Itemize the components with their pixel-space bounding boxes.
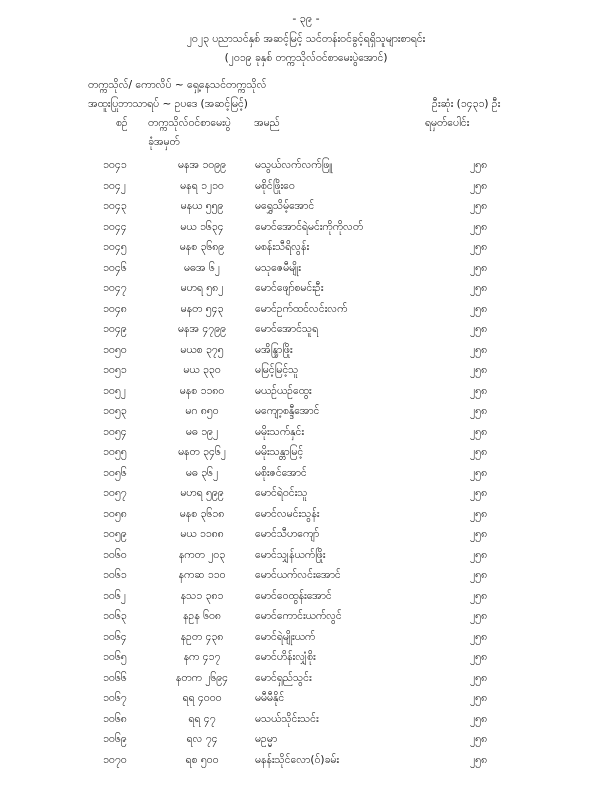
row-number: ၁၀၅၅ <box>103 446 127 458</box>
column-header-exam-id: တက္ကသိုလ်ဝင်စာမေးပွဲ <box>148 117 231 129</box>
table-row <box>0 159 612 180</box>
row-number: ၁၀၄၈ <box>103 302 127 315</box>
exam-id: နဥန ၆၀၈ <box>183 610 221 622</box>
exam-id: မဟရ ၅၈၂ <box>180 282 224 294</box>
exam-id: မဓ ၁၉၂ <box>185 425 219 438</box>
student-name: မဥမ္မာ <box>255 733 278 745</box>
exam-id: နကတ ၂၀၃ <box>178 548 226 561</box>
student-name: မောင်သီဟကျော် <box>255 528 320 540</box>
student-name: မောင်ယက်လင်းအောင် <box>255 569 341 581</box>
exam-id: နတက ၂၆၉၄ <box>175 671 229 684</box>
specialization-line: အထူးပြုဘာသာရပ် ~ ဥပဒေ (အဆင့်မြင့်) <box>88 98 248 110</box>
row-number: ၁၀၆၄ <box>103 630 127 643</box>
table-row <box>0 221 612 242</box>
table-row <box>0 282 612 303</box>
student-name: မောင်ကောင်းယက်လွင် <box>255 610 342 622</box>
table-row <box>0 180 612 201</box>
table-row <box>0 200 612 221</box>
row-number: ၁၀၆၇ <box>103 692 127 704</box>
student-name: မစိုင်ဖြိုးဝေ <box>255 179 295 192</box>
student-name: မမိုးသန္တာမြင့် <box>255 446 304 458</box>
score: ၂၅၈ <box>470 651 488 663</box>
table-row <box>0 672 612 693</box>
row-number: ၁၀၅၇ <box>103 487 127 499</box>
student-name: မောင်လမင်းသွန်း <box>255 507 320 520</box>
student-name: မောင်သျှန်ယက်ဖြိုး <box>255 548 326 561</box>
score: ၂၅၈ <box>470 466 488 479</box>
score: ၂၅၈ <box>470 671 488 684</box>
score: ၂၅၈ <box>470 569 488 581</box>
exam-id: နက ၄၁၇ <box>183 651 221 663</box>
row-number: ၁၀၄၃ <box>103 200 127 212</box>
exam-id: မနစ ၁၁၈၀ <box>179 384 225 397</box>
score: ၂၅၈ <box>470 528 488 540</box>
row-number: ၁၀၄၁ <box>103 159 127 171</box>
student-name: မနန်းသိုင်လော(ဝ်)ခမ်း <box>255 753 340 766</box>
exam-id: မယ ၃၃၀ <box>183 364 221 376</box>
table-row <box>0 467 612 488</box>
score: ၂၅၈ <box>470 507 488 520</box>
student-name: မမီမီနိုင် <box>255 692 285 704</box>
row-number: ၁၀၄၇ <box>103 282 127 294</box>
score: ၂၅၈ <box>470 343 488 356</box>
table-row <box>0 713 612 734</box>
row-number: ၁၀၄၉ <box>103 323 127 335</box>
row-number: ၁၀၄၄ <box>103 220 127 233</box>
score: ၂၅၈ <box>470 179 488 192</box>
exam-id: မယစ ၃၇၅ <box>180 343 224 356</box>
student-name: မောင်အောင်ရဲမင်းကိုကိုလတ် <box>255 220 364 233</box>
table-row <box>0 426 612 447</box>
row-number: ၁၀၅၄ <box>103 425 127 438</box>
exam-id: မဓ ၃၆၂ <box>185 466 219 479</box>
score: ၂၅၈ <box>470 487 488 499</box>
row-number: ၁၀၅၃ <box>103 405 127 417</box>
row-number: ၁၀၅၂ <box>103 384 126 397</box>
row-number: ၁၀၄၆ <box>103 261 127 274</box>
student-name: မအိန္ဒြာဖြိုး <box>255 343 293 356</box>
column-header-exam-id-sub: ခုံအမှတ် <box>148 136 180 148</box>
exam-id: မနတ ၅၄၃ <box>180 302 224 315</box>
row-number: ၁၀၆၀ <box>103 548 127 561</box>
university-line: တက္ကသိုလ်/ ကောလိပ် ~ ရှေ့နေသင်တက္ကသိုလ် <box>88 79 267 91</box>
row-number: ၁၀၇၀ <box>103 753 127 766</box>
exam-id: ရလ ၇၄ <box>186 733 218 745</box>
page-number: - ၃၉ - <box>292 12 320 25</box>
table-row <box>0 590 612 611</box>
student-name: မောင်ရဲဝင်းသူ <box>255 487 308 499</box>
table-row <box>0 631 612 652</box>
student-name: မောင်ရှည်သွင်း <box>255 671 312 684</box>
table-row <box>0 241 612 262</box>
score: ၂၅၈ <box>470 692 488 704</box>
results-table <box>0 159 612 774</box>
table-row <box>0 692 612 713</box>
student-name: မောင်ရဲမျိုးယက် <box>255 630 316 643</box>
table-row <box>0 528 612 549</box>
column-header-no: စဉ် <box>116 117 128 129</box>
student-name: မစန်းသီရိလွန်း <box>255 241 310 253</box>
score: ၂၅၈ <box>470 261 488 274</box>
student-name: မယဉ်ယဉ်ထွေး <box>255 384 312 397</box>
score: ၂၅၈ <box>470 753 488 766</box>
document-title: ၂၀၂၃ ပညာသင်နှစ် အဆင့်မြင့် သင်တန်းဝင်ခွင့်ရရှိသူများစာရင်း <box>186 33 426 45</box>
score: ၂၅၈ <box>470 241 488 253</box>
score: ၂၅၈ <box>470 630 488 643</box>
table-row <box>0 446 612 467</box>
document-subtitle: (၂၀၁၉ ခုနှစ် တက္ကသိုလ်ဝင်စာမေးပွဲအောင်) <box>224 52 388 64</box>
score: ၂၅၈ <box>470 200 488 212</box>
student-name: မမြင့်မြင့်သူ <box>255 364 299 376</box>
exam-id: ရရ ၄၇ <box>188 712 216 725</box>
row-number: ၁၀၅၁ <box>103 364 127 376</box>
score: ၂၅၈ <box>470 425 488 438</box>
exam-id: မယ ၁၁၈၈ <box>180 528 224 540</box>
exam-id: မနတ ၃၄၆၂ <box>178 446 226 458</box>
student-name: မစိုးဇင်အောင် <box>255 466 307 479</box>
table-row <box>0 385 612 406</box>
score: ၂၅၈ <box>470 282 488 294</box>
exam-id: မဟရ ၅၉၉ <box>180 487 224 499</box>
column-header-score: ရမှတ်ပေါင်း <box>425 117 470 129</box>
row-number: ၁၀၆၉ <box>103 733 127 745</box>
table-row <box>0 405 612 426</box>
table-row <box>0 364 612 385</box>
exam-id: မနရ ၁၂၁၀ <box>180 179 224 192</box>
student-name: မကျော့စန္ဒီအောင် <box>255 405 320 417</box>
row-number: ၁၀၅၀ <box>103 343 127 356</box>
score: ၂၅၈ <box>470 302 488 315</box>
table-row <box>0 733 612 754</box>
score: ၂၅၈ <box>470 548 488 561</box>
exam-id: မဓအ ၆၂ <box>184 261 220 274</box>
table-row <box>0 610 612 631</box>
score: ၂၅၈ <box>470 364 488 376</box>
column-header-name: အမည် <box>254 117 280 129</box>
table-row <box>0 487 612 508</box>
score: ၂၅၈ <box>470 384 488 397</box>
student-name: မသယ်သိုင်းသင်း <box>255 712 319 725</box>
exam-id: မနစ ၃၆၁၈ <box>179 507 225 520</box>
table-row <box>0 262 612 283</box>
score: ၂၅၈ <box>470 589 488 602</box>
student-name: မောင်ဥက်ထင်လင်းလက် <box>255 302 348 315</box>
row-number: ၁၀၄၅ <box>103 241 127 253</box>
exam-id: မနအ ၄၇၉၉ <box>177 323 227 335</box>
exam-id: မနယ ၅၅၉ <box>180 200 224 212</box>
exam-id: မနအ ၁၀၉၉ <box>177 159 227 171</box>
exam-id: မဂ ၈၅၀ <box>185 405 219 417</box>
exam-id: ရရ ၄၀၀၀ <box>182 692 222 704</box>
score: ၂၅၈ <box>470 712 488 725</box>
total-count: ဦးဆုံး (၁၄၃၁) ဦး <box>432 98 501 110</box>
table-row <box>0 549 612 570</box>
table-row <box>0 323 612 344</box>
exam-id: နကဆ ၁၁၀ <box>178 569 226 581</box>
student-name: မသုဇေမီမျိုး <box>255 261 301 274</box>
student-name: မောင်ဖျော်စမင်းဦး <box>255 282 324 294</box>
score: ၂၅၈ <box>470 610 488 622</box>
score: ၂၅၈ <box>470 405 488 417</box>
row-number: ၁၀၅၆ <box>103 466 127 479</box>
student-name: မောင်ဟိန်းလျှံစိုး <box>255 651 316 663</box>
score: ၂၅၈ <box>470 220 488 233</box>
table-row <box>0 303 612 324</box>
exam-id: နသ၁ ၃၈၁ <box>180 589 224 602</box>
student-name: မသွယ်လက်လက်ဖြူ <box>255 159 333 171</box>
row-number: ၁၀၅၉ <box>103 528 127 540</box>
row-number: ၁၀၆၁ <box>103 569 127 581</box>
table-row <box>0 508 612 529</box>
score: ၂၅၈ <box>470 733 488 745</box>
row-number: ၁၀၅၈ <box>103 507 127 520</box>
row-number: ၁၀၆၈ <box>103 712 127 725</box>
student-name: မောင်ဝေထွန်းအောင် <box>255 589 332 602</box>
score: ၂၅၈ <box>470 446 488 458</box>
exam-id: နဥတ ၄၃၈ <box>180 630 224 643</box>
row-number: ၁၀၆၂ <box>103 589 126 602</box>
student-name: မရွှေသိမ့်အောင် <box>255 200 315 212</box>
row-number: ၁၀၆၆ <box>103 671 127 684</box>
student-name: မမိုးသက်နှင်း <box>255 425 305 438</box>
table-row <box>0 651 612 672</box>
score: ၂၅၈ <box>470 159 488 171</box>
score: ၂၅၈ <box>470 323 488 335</box>
row-number: ၁၀၆၅ <box>103 651 127 663</box>
table-row <box>0 344 612 365</box>
table-row <box>0 569 612 590</box>
exam-id: ရစ ၅၀၀ <box>185 753 219 766</box>
exam-id: မနစ ၃၆၈၉ <box>179 241 225 253</box>
table-row <box>0 754 612 775</box>
row-number: ၁၀၆၃ <box>103 610 127 622</box>
student-name: မောင်အောင်သူရ <box>255 323 319 335</box>
row-number: ၁၀၄၂ <box>103 179 126 192</box>
exam-id: မယ ၁၆၃၄ <box>180 220 224 233</box>
